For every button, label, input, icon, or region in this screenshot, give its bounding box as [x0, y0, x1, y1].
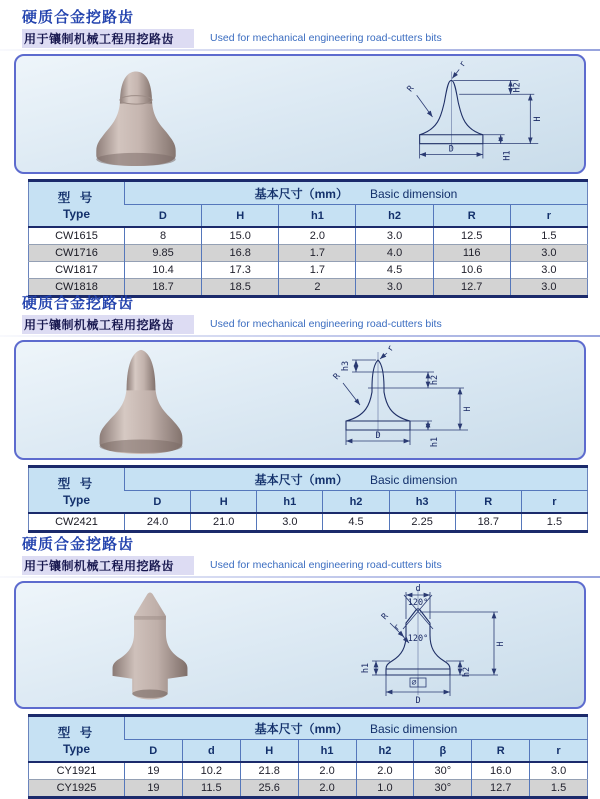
section-cy19: [0, 529, 600, 799]
value-cell: 21.8: [240, 762, 298, 780]
section-cw2421: [0, 288, 600, 533]
dim-label-H: H: [463, 406, 473, 412]
col-header: D: [125, 205, 202, 228]
col-header: H: [240, 740, 298, 763]
value-cell: 15.0: [202, 227, 279, 245]
value-cell: 116: [433, 245, 510, 262]
col-header: D: [125, 491, 191, 514]
col-header: β: [414, 740, 472, 763]
value-cell: 3.0: [510, 245, 587, 262]
type-header: 型 号 Type: [29, 181, 125, 228]
col-header: h1: [257, 491, 323, 514]
carbide-tooth-photo: [88, 344, 194, 456]
carbide-tooth-photo: [84, 62, 188, 168]
dimension-table: [28, 179, 588, 298]
value-cell: 3.0: [257, 513, 323, 532]
technical-drawing: [316, 344, 488, 456]
value-cell: 1.5: [510, 227, 587, 245]
col-header: r: [521, 491, 587, 514]
type-cell: CY1921: [56, 765, 97, 777]
value-cell: 4.5: [323, 513, 389, 532]
value-cell: 3.0: [356, 279, 433, 297]
page-title: 硬质合金挖路齿: [22, 9, 135, 26]
divider-rule: [0, 335, 600, 337]
value-cell: 12.7: [472, 780, 530, 798]
tolerance-frame-symbol: ⌀: [411, 678, 417, 688]
value-cell: 3.0: [510, 262, 587, 279]
value-cell: 1.5: [521, 513, 587, 532]
technical-drawing: [390, 58, 558, 170]
value-cell: 3.0: [356, 227, 433, 245]
type-cell: CW1818: [29, 279, 125, 297]
dim-label-d: d: [415, 584, 421, 594]
dim-label-h2: h2: [430, 374, 440, 386]
technical-drawing: [360, 583, 510, 707]
value-cell: 25.6: [240, 780, 298, 798]
value-cell: 8: [125, 227, 202, 245]
dim-label-H1: H1: [501, 150, 512, 161]
value-cell: 12.5: [433, 227, 510, 245]
value-cell: 19: [125, 780, 183, 798]
value-cell: 16.8: [202, 245, 279, 262]
value-cell: 10.2: [182, 762, 240, 780]
value-cell: 30°: [414, 762, 472, 780]
value-cell: 12.7: [433, 279, 510, 297]
col-header: H: [191, 491, 257, 514]
dim-label-D: D: [375, 431, 381, 441]
value-cell: 18.5: [202, 279, 279, 297]
table-row: [29, 780, 588, 798]
value-cell: 11.5: [182, 780, 240, 798]
divider-rule: [0, 576, 600, 578]
dim-label-h1: h1: [361, 662, 371, 674]
value-cell: 10.6: [433, 262, 510, 279]
value-cell: 30°: [414, 780, 472, 798]
product-panel: [14, 54, 586, 174]
value-cell: 1.7: [279, 262, 356, 279]
table-row: [29, 262, 588, 279]
col-header: h3: [389, 491, 455, 514]
subtitle-chinese: 用于镶制机械工程用挖路齿: [22, 556, 194, 575]
value-cell: 4.0: [356, 245, 433, 262]
value-cell: 2.0: [356, 762, 414, 780]
subtitle-row: [22, 557, 578, 573]
value-cell: 24.0: [125, 513, 191, 532]
value-cell: 9.85: [125, 245, 202, 262]
subtitle-english: Used for mechanical engineering road-cutters bits: [210, 318, 442, 330]
col-header: r: [530, 740, 588, 763]
dim-label-h1: h1: [430, 436, 440, 448]
value-cell: 2.0: [298, 780, 356, 798]
value-cell: 17.3: [202, 262, 279, 279]
type-cell: CW1615: [55, 230, 98, 242]
value-cell: 1.5: [530, 780, 588, 798]
table-row: [29, 227, 588, 245]
dim-label-R: R: [379, 611, 391, 623]
type-header: 型 号 Type: [29, 467, 125, 514]
dim-label-r: r: [385, 344, 397, 354]
dim-label-H: H: [532, 116, 543, 122]
subtitle-chinese: 用于镶制机械工程用挖路齿: [22, 29, 194, 48]
section-cw16-18: [0, 2, 600, 298]
angle-label-top: 120°: [407, 598, 429, 608]
col-header: h2: [356, 205, 433, 228]
col-header: h2: [323, 491, 389, 514]
value-cell: 18.7: [125, 279, 202, 297]
dim-label-D: D: [415, 696, 421, 706]
col-header: r: [510, 205, 587, 228]
value-cell: 16.0: [472, 762, 530, 780]
col-header: d: [182, 740, 240, 763]
value-cell: 19: [125, 762, 183, 780]
product-panel: [14, 581, 586, 709]
table-row: [29, 762, 588, 780]
basic-dimension-header: 基本尺寸（mm） Basic dimension: [125, 716, 588, 740]
page-title: 硬质合金挖路齿: [22, 536, 135, 553]
value-cell: 2.0: [279, 227, 356, 245]
dim-label-h3: h3: [341, 360, 351, 372]
dim-label-r: r: [456, 58, 468, 69]
value-cell: 3.0: [510, 279, 587, 297]
type-cell: CW2421: [55, 516, 98, 528]
dim-label-H: H: [496, 641, 506, 647]
type-cell: CW1817: [29, 262, 125, 279]
carbide-tooth-photo: [98, 586, 202, 704]
type-cell: CY1925: [29, 780, 125, 798]
value-cell: 18.7: [455, 513, 521, 532]
dim-label-D: D: [448, 143, 454, 154]
col-header: h2: [356, 740, 414, 763]
divider-rule: [0, 49, 600, 51]
value-cell: 2: [279, 279, 356, 297]
col-header: D: [125, 740, 183, 763]
dim-label-R: R: [331, 371, 343, 382]
product-panel: [14, 340, 586, 460]
value-cell: 2.0: [298, 762, 356, 780]
value-cell: 1.7: [279, 245, 356, 262]
page-title: 硬质合金挖路齿: [22, 295, 135, 312]
col-header: H: [202, 205, 279, 228]
value-cell: 4.5: [356, 262, 433, 279]
type-cell: CW1716: [29, 245, 125, 262]
dim-label-r: r: [391, 622, 403, 634]
col-header: R: [472, 740, 530, 763]
value-cell: 21.0: [191, 513, 257, 532]
basic-dimension-header: 基本尺寸（mm） Basic dimension: [125, 467, 588, 491]
col-header: R: [433, 205, 510, 228]
dim-label-h2: h2: [462, 666, 472, 678]
col-header: h1: [279, 205, 356, 228]
table-row: [29, 245, 588, 262]
value-cell: 2.25: [389, 513, 455, 532]
dimension-table: [28, 465, 588, 533]
basic-dimension-header: 基本尺寸（mm） Basic dimension: [125, 181, 588, 205]
subtitle-row: [22, 30, 578, 46]
subtitle-english: Used for mechanical engineering road-cutters bits: [210, 559, 442, 571]
value-cell: 1.0: [356, 780, 414, 798]
dimension-table: [28, 714, 588, 799]
value-cell: 10.4: [125, 262, 202, 279]
angle-label-mid: 120°: [407, 634, 429, 644]
dim-label-R: R: [404, 83, 416, 94]
subtitle-chinese: 用于镶制机械工程用挖路齿: [22, 315, 194, 334]
col-header: h1: [298, 740, 356, 763]
value-cell: 3.0: [530, 762, 588, 780]
col-header: R: [455, 491, 521, 514]
subtitle-row: [22, 316, 578, 332]
subtitle-english: Used for mechanical engineering road-cutters bits: [210, 32, 442, 44]
dim-label-H2: H2: [511, 82, 522, 93]
type-header: 型 号 Type: [29, 716, 125, 763]
